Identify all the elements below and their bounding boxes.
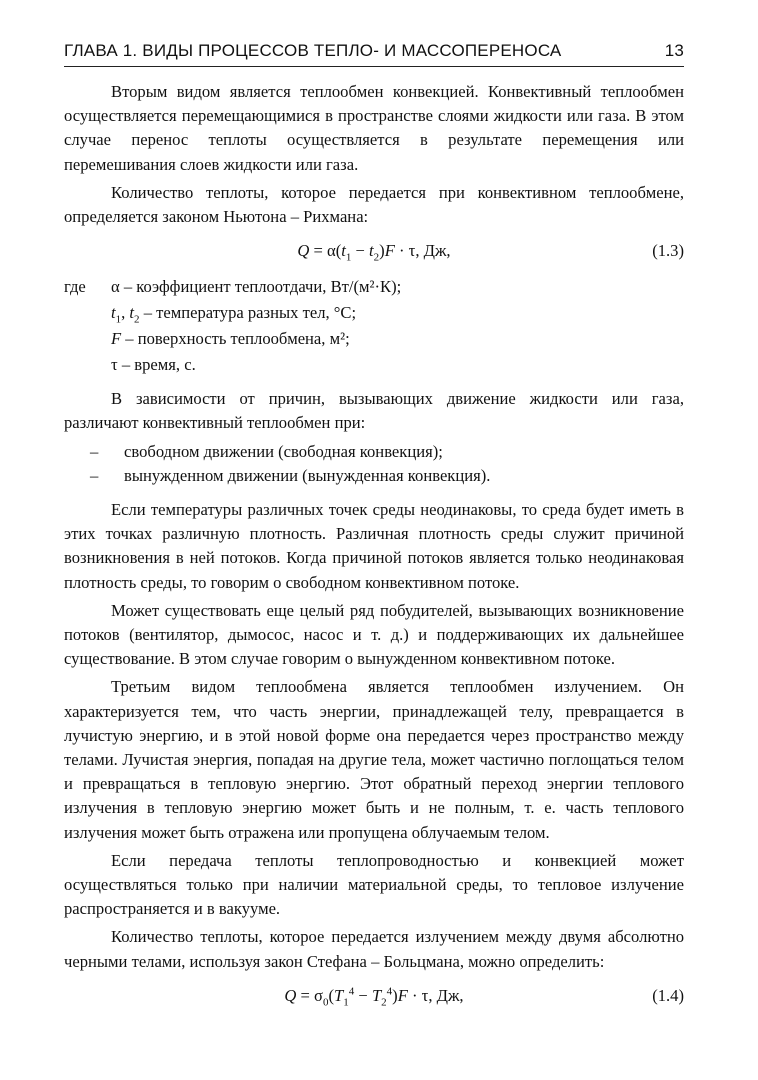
definition-text: – температура разных тел, °С; xyxy=(143,303,357,323)
paragraph: Может существовать еще целый ряд побудителей, вызывающих возникновение потоков (вентилятор, дымосос, насос и т. д.) и поддерживающих их дальнейшее существование. В этом случае говорим о вынужденном конвективном потоке. xyxy=(64,600,684,669)
equation-1-3 xyxy=(64,233,684,273)
list-item: – свободном движении (свободная конвекция); xyxy=(64,440,684,464)
paragraph: Если передача теплоты теплопроводностью и конвекцией может осуществляться только при наличии материальной среды, то тепловое излучение распространяется и в вакууме. xyxy=(64,850,684,919)
equation-formula: $Q = \alpha(t_1 - t_2)F \cdot \tau$, Дж, xyxy=(297,241,451,264)
paragraph: Если температуры различных точек среды неодинаковы, то среда будет иметь в этих точках различную плотность. Различная плотность среды служит причиной возникновения в ней потоков. Когда причиной потоков является только неодинаковая плотность среды, то говорим о свободном конвективном потоке. xyxy=(64,500,684,592)
paragraph: Вторым видом является теплообмен конвекцией. Конвективный теплообмен осуществляется перемещающимися в пространстве слоями жидкости или газа. В этом случае перенос теплоты осуществляется в результате перемещения или перемешивания слоев жидкости или газа. xyxy=(64,82,684,174)
definition-text: – поверхность теплообмена, м²; xyxy=(125,329,350,349)
paragraph: Третьим видом теплообмена является теплообмен излучением. Он характеризуется тем, что часть энергии, принадлежащей телу, превращается в лучистую энергию, и в этой новой форме она передается через пространство между телами. Лучистая энергия, попадая на другие тела, может частично поглощаться телом и превращаться в тепловую энергию. Этот обратный переход энергии теплового излучения в тепловую энергию может быть и не полным, т. е. часть теплового излучения может быть отражена или пропущена облучаемым телом. xyxy=(64,677,684,842)
convection-types-list xyxy=(64,440,684,488)
list-item: – вынужденном движении (вынужденная конвекция). xyxy=(64,464,684,488)
definition-row: где α – коэффициент теплоотдачи, Вт/(м²·К); xyxy=(64,275,684,301)
definition-text: – коэффициент теплоотдачи, Вт/(м²·К); xyxy=(123,277,402,297)
equation-unit: , Дж, xyxy=(415,241,451,261)
definition-row: τ – время, с. xyxy=(111,355,196,375)
where-label: где xyxy=(64,277,86,297)
definition-row: $t_1$, $t_2$ – температура разных тел, °С; xyxy=(111,303,357,326)
symbol-definitions xyxy=(64,275,684,379)
definition-text: – время, с. xyxy=(121,355,196,375)
equation-number: (1.4) xyxy=(652,985,684,1005)
definition-row: F – поверхность теплообмена, м²; xyxy=(111,329,350,349)
page-number: 13 xyxy=(664,41,684,60)
running-header xyxy=(64,36,684,67)
equation-1-4 xyxy=(64,978,684,1018)
paragraph: Количество теплоты, которое передается при конвективном теплообмене, определяется законом Ньютона – Рихмана: xyxy=(64,182,684,227)
equation-number: (1.3) xyxy=(652,241,684,261)
page-body xyxy=(64,80,684,1020)
equation-unit: , Дж, xyxy=(428,985,464,1005)
equation-formula: $Q = \sigma_0(T_1^4 - T_2^4)F \cdot \tau$, Дж, xyxy=(284,985,464,1009)
paragraph: В зависимости от причин, вызывающих движение жидкости или газа, различают конвективный теплообмен при: xyxy=(64,389,684,433)
paragraph: Количество теплоты, которое передается излучением между двумя абсолютно черными телами, используя закон Стефана – Больцмана, можно определить: xyxy=(64,927,684,971)
chapter-title: ГЛАВА 1. ВИДЫ ПРОЦЕССОВ ТЕПЛО- И МАССОПЕРЕНОСА xyxy=(64,41,562,60)
